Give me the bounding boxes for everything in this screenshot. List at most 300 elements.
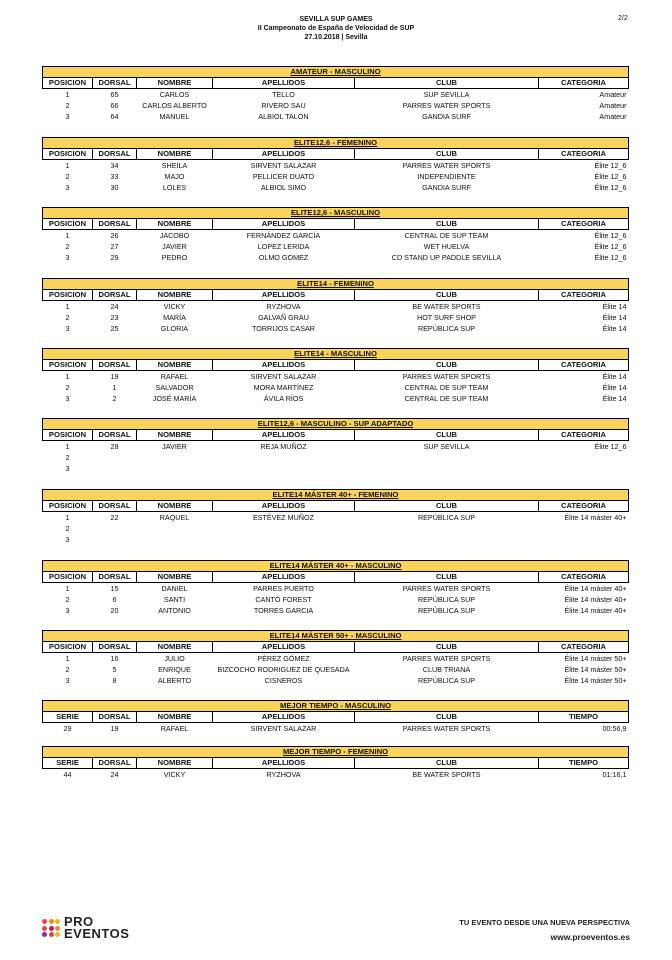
table-cell: Élite 14 máster 50+ — [564, 664, 627, 674]
table-cell: 1 — [65, 371, 70, 381]
logo-dot — [55, 919, 60, 924]
table-row — [43, 534, 629, 545]
table-cell: PARRES WATER SPORTS — [402, 583, 491, 593]
column-header: APELLIDOS — [213, 430, 355, 441]
table-row — [43, 323, 629, 334]
table-cell: Élite 14 — [602, 371, 627, 381]
column-header: APELLIDOS — [213, 572, 355, 583]
event-title: SEVILLA SUP GAMES — [299, 16, 373, 23]
table-cell: PELLICER DUATO — [252, 171, 315, 181]
column-header: CATEGORIA — [539, 430, 629, 441]
column-header: NOMBRE — [137, 78, 213, 89]
results-section — [42, 489, 628, 545]
table-cell: PARRES WATER SPORTS — [402, 653, 491, 663]
logo-dots-icon — [42, 919, 60, 937]
table-cell: 27 — [110, 241, 119, 251]
table-cell: 33 — [110, 171, 119, 181]
table-row — [43, 171, 629, 182]
table-cell: RIVERO SAU — [261, 100, 306, 110]
table-cell: 8 — [112, 675, 117, 685]
event-subtitle: II Campeonato de España de Velocidad de SUP — [257, 25, 415, 32]
column-header: POSICION — [43, 642, 93, 653]
table-cell: BE WATER SPORTS — [412, 769, 481, 779]
table-cell: JAVIER — [162, 441, 187, 451]
logo-dot — [55, 932, 60, 937]
column-header: NOMBRE — [137, 430, 213, 441]
table-cell: GANDIA SURF — [422, 182, 471, 192]
table-row — [43, 594, 629, 605]
table-cell — [355, 523, 539, 534]
table-cell: RYZHOVA — [266, 769, 301, 779]
table-cell: BIZCOCHO RODRIGUEZ DE QUESADA — [217, 664, 350, 674]
table-cell: JACOBO — [159, 230, 190, 240]
table-cell: 19 — [110, 723, 119, 733]
table-cell: 2 — [65, 664, 70, 674]
table-row — [43, 441, 629, 453]
column-header: POSICION — [43, 219, 93, 230]
table-cell: 65 — [110, 89, 119, 99]
table-cell: LOLES — [162, 182, 187, 192]
table-row — [43, 523, 629, 534]
table-cell: 2 — [65, 100, 70, 110]
table-cell: RAFAEL — [160, 371, 189, 381]
column-header: APELLIDOS — [213, 219, 355, 230]
column-header: POSICION — [43, 430, 93, 441]
table-cell: 1 — [112, 382, 117, 392]
results-table — [42, 630, 629, 686]
table-cell: Élite 14 máster 40+ — [564, 594, 627, 604]
column-header: CATEGORIA — [539, 642, 629, 653]
table-cell — [213, 452, 355, 463]
table-cell: Élite 14 máster 40+ — [564, 583, 627, 593]
logo-line-2: EVENTOS — [64, 926, 130, 941]
table-row — [43, 463, 629, 474]
logo-dot — [55, 926, 60, 931]
results-section — [42, 348, 628, 404]
table-row — [43, 382, 629, 393]
results-section — [42, 560, 628, 616]
table-cell: Élite 14 máster 50+ — [564, 653, 627, 663]
table-cell: 2 — [65, 594, 70, 604]
column-header: CLUB — [355, 758, 539, 769]
table-cell — [539, 452, 629, 463]
column-header: DORSAL — [93, 642, 137, 653]
table-cell: OLMO GOMEZ — [258, 252, 309, 262]
table-cell: 3 — [65, 463, 70, 473]
table-cell: SIRVENT SALAZAR — [250, 371, 317, 381]
table-cell: 3 — [65, 393, 70, 403]
column-header: POSICION — [43, 360, 93, 371]
table-cell: REPÚBLICA SUP — [417, 512, 476, 522]
section-title: ELITE12,6 - FEMENINO — [43, 138, 629, 149]
column-header: POSICION — [43, 78, 93, 89]
results-table — [42, 746, 629, 780]
table-row — [43, 301, 629, 313]
section-title: MEJOR TIEMPO - FEMENINO — [43, 747, 629, 758]
table-cell: MARÍA — [163, 312, 186, 322]
table-cell: REJA MUÑOZ — [260, 441, 307, 451]
table-cell: 26 — [110, 230, 119, 240]
logo-line-1: PRO — [64, 914, 94, 929]
table-cell: 16 — [110, 653, 119, 663]
column-header: NOMBRE — [137, 219, 213, 230]
table-row — [43, 512, 629, 524]
column-header: CATEGORIA — [539, 360, 629, 371]
column-header: SERIE — [43, 712, 93, 723]
table-cell: 2 — [65, 171, 70, 181]
column-header: CATEGORIA — [539, 219, 629, 230]
column-header: DORSAL — [93, 149, 137, 160]
column-header: NOMBRE — [137, 149, 213, 160]
table-cell: SIRVENT SALAZAR — [250, 160, 317, 170]
table-row — [43, 100, 629, 111]
logo-dot — [49, 919, 54, 924]
table-cell: CENTRAL DE SUP TEAM — [404, 230, 489, 240]
table-cell: ALBIOL TALON — [258, 111, 309, 121]
table-cell: PÉREZ GÓMEZ — [257, 653, 310, 663]
table-cell — [93, 463, 137, 474]
table-row — [43, 312, 629, 323]
column-header: CATEGORIA — [539, 572, 629, 583]
table-cell: 34 — [110, 160, 119, 170]
column-header: DORSAL — [93, 360, 137, 371]
table-cell — [213, 534, 355, 545]
footer-tagline: TU EVENTO DESDE UNA NUEVA PERSPECTIVA — [459, 918, 630, 927]
table-cell: MAJO — [164, 171, 185, 181]
table-cell: 23 — [110, 312, 119, 322]
table-cell: MORA MARTÍNEZ — [253, 382, 314, 392]
column-header: NOMBRE — [137, 501, 213, 512]
table-cell — [539, 534, 629, 545]
table-cell: SIRVENT SALAZAR — [250, 723, 317, 733]
table-cell: Élite 14 máster 40+ — [564, 512, 627, 522]
table-cell: Élite 12_6 — [594, 441, 627, 451]
table-cell: 3 — [65, 534, 70, 544]
table-cell: GLORIA — [160, 323, 189, 333]
table-cell: Élite 12_6 — [594, 160, 627, 170]
table-cell: GANDIA SURF — [422, 111, 471, 121]
column-header: DORSAL — [93, 219, 137, 230]
table-cell — [137, 452, 213, 463]
table-row — [43, 89, 629, 101]
column-header: DORSAL — [93, 758, 137, 769]
page-number: 2/2 — [618, 15, 628, 22]
table-cell — [137, 523, 213, 534]
table-cell: REPÚBLICA SUP — [417, 323, 476, 333]
table-cell: 2 — [65, 382, 70, 392]
table-cell: 25 — [110, 323, 119, 333]
table-cell: LOPEZ LERIDA — [257, 241, 310, 251]
table-cell: 1 — [65, 512, 70, 522]
table-cell — [137, 534, 213, 545]
table-cell — [539, 463, 629, 474]
column-header: APELLIDOS — [213, 149, 355, 160]
table-cell: Élite 12_6 — [594, 241, 627, 251]
table-cell: 3 — [65, 323, 70, 333]
table-cell — [93, 534, 137, 545]
column-header: CLUB — [355, 642, 539, 653]
table-cell: PARRES WATER SPORTS — [402, 723, 491, 733]
table-row — [43, 675, 629, 686]
column-header: CLUB — [355, 430, 539, 441]
column-header: TIEMPO — [539, 712, 629, 723]
table-cell: Élite 12_6 — [594, 182, 627, 192]
table-cell: 29 — [63, 723, 72, 733]
results-section — [42, 746, 628, 780]
table-cell: Élite 12_6 — [594, 230, 627, 240]
column-header: DORSAL — [93, 290, 137, 301]
table-row — [43, 241, 629, 252]
column-header: APELLIDOS — [213, 642, 355, 653]
table-cell — [539, 523, 629, 534]
column-header: NOMBRE — [137, 360, 213, 371]
table-row — [43, 393, 629, 404]
column-header: DORSAL — [93, 78, 137, 89]
table-cell — [355, 463, 539, 474]
event-date: 27.10.2018 | Sevilla — [304, 34, 368, 41]
table-cell: 24 — [110, 301, 119, 311]
table-cell: TELLO — [272, 89, 295, 99]
section-title: ELITE14 MÁSTER 50+ - MASCULINO — [43, 631, 629, 642]
results-table — [42, 348, 629, 404]
column-header: CATEGORIA — [539, 290, 629, 301]
results-table — [42, 137, 629, 193]
column-header: CATEGORIA — [539, 501, 629, 512]
table-cell: 3 — [65, 605, 70, 615]
logo-dot — [49, 926, 54, 931]
table-row — [43, 111, 629, 122]
column-header: CLUB — [355, 78, 539, 89]
column-header: CLUB — [355, 290, 539, 301]
table-cell: 1 — [65, 89, 70, 99]
results-table — [42, 560, 629, 616]
table-cell: ESTÉVEZ MUÑOZ — [252, 512, 315, 522]
section-title: ELITE12,6 - MASCULINO — [43, 208, 629, 219]
column-header: NOMBRE — [137, 572, 213, 583]
column-header: DORSAL — [93, 712, 137, 723]
table-cell: RAQUEL — [159, 512, 190, 522]
table-cell: 44 — [63, 769, 72, 779]
column-header: POSICION — [43, 290, 93, 301]
table-row — [43, 230, 629, 242]
table-cell: 2 — [65, 452, 70, 462]
table-cell: 20 — [110, 605, 119, 615]
table-row — [43, 664, 629, 675]
table-cell: TORRES GARCIA — [253, 605, 314, 615]
table-row — [43, 452, 629, 463]
section-title: AMATEUR - MASCULINO — [43, 67, 629, 78]
column-header: APELLIDOS — [213, 290, 355, 301]
table-cell: ANTONIO — [158, 605, 191, 615]
results-section — [42, 66, 628, 122]
results-section — [42, 207, 628, 263]
table-cell: HOT SURF SHOP — [417, 312, 476, 322]
table-row — [43, 182, 629, 193]
table-cell — [137, 463, 213, 474]
results-table — [42, 418, 629, 474]
table-cell: 3 — [65, 182, 70, 192]
table-cell: Élite 14 máster 40+ — [564, 605, 627, 615]
table-cell: Élite 14 máster 50+ — [564, 675, 627, 685]
column-header: APELLIDOS — [213, 758, 355, 769]
table-cell: REPÚBLICA SUP — [417, 605, 476, 615]
table-cell: CARLOS ALBERTO — [142, 100, 207, 110]
table-cell: ALBERTO — [157, 675, 192, 685]
table-cell: REPÚBLICA SUP — [417, 594, 476, 604]
table-cell: CENTRAL DE SUP TEAM — [404, 393, 489, 403]
table-cell: 30 — [110, 182, 119, 192]
column-header: SERIE — [43, 758, 93, 769]
table-cell: PARRES WATER SPORTS — [402, 160, 491, 170]
table-cell: 2 — [65, 523, 70, 533]
table-cell: 66 — [110, 100, 119, 110]
section-title: ELITE14 - FEMENINO — [43, 279, 629, 290]
results-section — [42, 137, 628, 193]
column-header: CLUB — [355, 501, 539, 512]
table-cell — [93, 523, 137, 534]
table-cell: Amateur — [599, 111, 627, 121]
table-cell: DANIEL — [161, 583, 188, 593]
table-cell: Amateur — [599, 100, 627, 110]
column-header: DORSAL — [93, 430, 137, 441]
logo-dot — [42, 926, 47, 931]
table-cell: 1 — [65, 583, 70, 593]
table-cell: CD STAND UP PADDLE SEVILLA — [391, 252, 502, 262]
table-cell: Élite 14 — [602, 382, 627, 392]
table-cell: CENTRAL DE SUP TEAM — [404, 382, 489, 392]
table-cell — [93, 452, 137, 463]
table-cell: PARRES WATER SPORTS — [402, 371, 491, 381]
table-cell: 01:16,1 — [602, 769, 627, 779]
column-header: POSICION — [43, 572, 93, 583]
table-cell: Élite 14 — [602, 393, 627, 403]
table-cell: SUP SEVILLA — [423, 89, 470, 99]
table-cell: Élite 12_6 — [594, 252, 627, 262]
table-cell: 2 — [65, 241, 70, 251]
table-cell: Élite 14 — [602, 301, 627, 311]
column-header: NOMBRE — [137, 712, 213, 723]
table-row — [43, 252, 629, 263]
section-title: ELITE14 - MASCULINO — [43, 349, 629, 360]
column-header: CATEGORIA — [539, 149, 629, 160]
table-cell: MANUEL — [159, 111, 190, 121]
table-cell: 28 — [110, 441, 119, 451]
section-title: ELITE12,6 - MASCULINO - SUP ADAPTADO — [43, 419, 629, 430]
table-cell: ÁVILA RÍOS — [263, 393, 304, 403]
table-cell: 2 — [65, 312, 70, 322]
results-section — [42, 630, 628, 686]
results-table — [42, 207, 629, 263]
table-cell: CANTÓ FOREST — [255, 594, 312, 604]
results-table — [42, 278, 629, 334]
table-cell: ENRIQUE — [158, 664, 191, 674]
column-header: CLUB — [355, 219, 539, 230]
table-cell: ALBIOL SIMO — [260, 182, 307, 192]
column-header: CATEGORIA — [539, 78, 629, 89]
table-cell: 00:56,9 — [602, 723, 627, 733]
footer-website: www.proeventos.es — [550, 932, 630, 942]
table-row — [43, 769, 629, 781]
column-header: POSICION — [43, 501, 93, 512]
logo-dot — [49, 932, 54, 937]
table-cell: TORRIJOS CASAR — [252, 323, 315, 333]
table-cell: 19 — [110, 371, 119, 381]
table-cell: 15 — [110, 583, 119, 593]
table-cell: SUP SEVILLA — [423, 441, 470, 451]
logo-dot — [42, 919, 47, 924]
table-cell: GALVAÑ GRAU — [258, 312, 309, 322]
column-header: CLUB — [355, 360, 539, 371]
results-table — [42, 66, 629, 122]
column-header: APELLIDOS — [213, 78, 355, 89]
table-cell: SALVADOR — [155, 382, 194, 392]
table-cell: 3 — [65, 252, 70, 262]
column-header: APELLIDOS — [213, 501, 355, 512]
column-header: APELLIDOS — [213, 360, 355, 371]
table-row — [43, 583, 629, 595]
table-cell: 29 — [110, 252, 119, 262]
table-cell: VICKY — [163, 769, 186, 779]
table-cell: BE WATER SPORTS — [412, 301, 481, 311]
proeventos-logo — [42, 916, 129, 940]
section-title: ELITE14 MÁSTER 40+ - FEMENINO — [43, 490, 629, 501]
table-row — [43, 653, 629, 665]
column-header: CLUB — [355, 572, 539, 583]
table-cell: CARLOS — [159, 89, 190, 99]
section-title: MEJOR TIEMPO - MASCULINO — [43, 701, 629, 712]
table-cell: JULIO — [164, 653, 185, 663]
column-header: TIEMPO — [539, 758, 629, 769]
table-cell: PARRES PUERTO — [253, 583, 314, 593]
column-header: NOMBRE — [137, 758, 213, 769]
column-header: DORSAL — [93, 501, 137, 512]
table-cell — [213, 463, 355, 474]
table-cell: Amateur — [599, 89, 627, 99]
table-cell: SHEILA — [161, 160, 188, 170]
results-table — [42, 700, 629, 734]
table-cell: 1 — [65, 230, 70, 240]
section-title: ELITE14 MÁSTER 40+ - MASCULINO — [43, 561, 629, 572]
column-header: CLUB — [355, 712, 539, 723]
table-cell: JAVIER — [162, 241, 187, 251]
column-header: DORSAL — [93, 572, 137, 583]
table-cell: INDEPENDIENTE — [417, 171, 476, 181]
table-cell: 64 — [110, 111, 119, 121]
table-cell: RYZHOVA — [266, 301, 301, 311]
table-cell: FERNÁNDEZ GARCÍA — [246, 230, 321, 240]
table-cell: CISNEROS — [264, 675, 303, 685]
column-header: NOMBRE — [137, 642, 213, 653]
table-cell: Élite 14 — [602, 323, 627, 333]
results-section — [42, 278, 628, 334]
results-section — [42, 700, 628, 734]
table-cell: VICKY — [163, 301, 186, 311]
table-cell: 1 — [65, 160, 70, 170]
table-cell: PARRES WATER SPORTS — [402, 100, 491, 110]
table-cell: 22 — [110, 512, 119, 522]
table-row — [43, 160, 629, 172]
column-header: POSICION — [43, 149, 93, 160]
table-cell: 5 — [112, 664, 117, 674]
column-header: CLUB — [355, 149, 539, 160]
table-cell — [355, 534, 539, 545]
column-header: NOMBRE — [137, 290, 213, 301]
column-header: APELLIDOS — [213, 712, 355, 723]
table-cell: 1 — [65, 441, 70, 451]
table-cell: RAFAEL — [160, 723, 189, 733]
results-table — [42, 489, 629, 545]
table-row — [43, 605, 629, 616]
